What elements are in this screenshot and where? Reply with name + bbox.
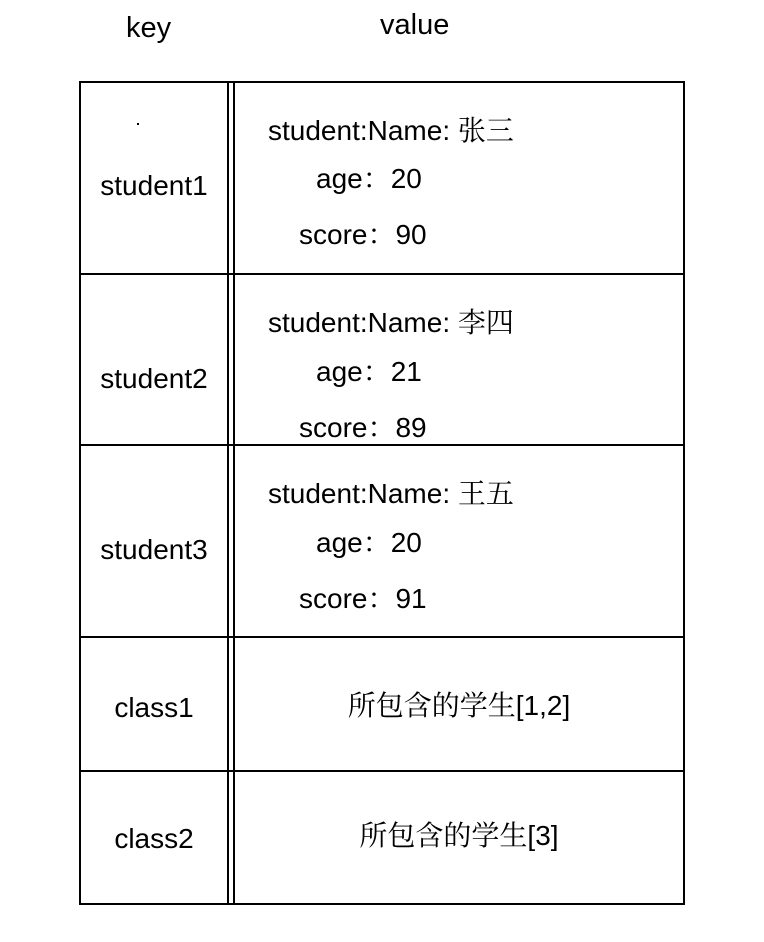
key-column-header: key [126, 12, 172, 44]
row-key-student2: student2 [100, 363, 208, 394]
row-key-class2: class2 [114, 823, 194, 854]
row-divider-3 [81, 636, 683, 638]
row-divider-2 [81, 444, 683, 446]
stray-dot-mark [137, 123, 139, 125]
key-value-table [79, 81, 685, 905]
column-divider-left [227, 83, 229, 903]
column-divider-right [233, 83, 235, 903]
row-value-score: score：91 [299, 583, 427, 614]
row-value-name: student:Name: 王五 [268, 478, 514, 509]
row-value-score: score：89 [299, 412, 427, 443]
row-value-age: age：20 [316, 527, 422, 558]
row-key-class1: class1 [114, 692, 194, 723]
row-key-student3: student3 [100, 534, 208, 565]
row-value-name: student:Name: 张三 [268, 115, 514, 146]
row-value-age: age：20 [316, 163, 422, 194]
row-value-age: age：21 [316, 356, 422, 387]
row-divider-4 [81, 770, 683, 772]
row-value-class2: 所包含的学生[3] [359, 820, 559, 851]
row-value-name: student:Name: 李四 [268, 307, 514, 338]
row-value-class1: 所包含的学生[1,2] [347, 690, 571, 721]
row-divider-1 [81, 273, 683, 275]
row-value-score: score：90 [299, 219, 427, 250]
row-key-student1: student1 [100, 170, 208, 201]
value-column-header: value [380, 9, 450, 41]
